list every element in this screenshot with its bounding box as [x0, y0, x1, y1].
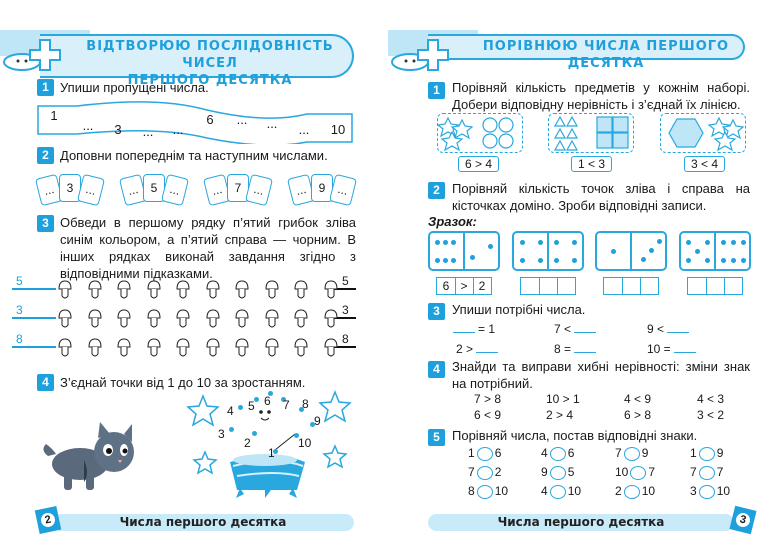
domino-pip — [451, 240, 456, 245]
card[interactable]: ... — [245, 174, 273, 206]
card[interactable]: ... — [161, 174, 189, 206]
comparison-item — [541, 465, 574, 480]
cloud-plus-logo-icon — [0, 34, 70, 76]
left-number: 8 — [468, 484, 475, 498]
page-number-badge — [729, 506, 756, 535]
ribbon-cell: 6 — [206, 112, 214, 127]
inequality-card[interactable]: 3 < 4 — [684, 156, 725, 172]
star-icon — [324, 446, 346, 467]
domino-pip — [721, 258, 726, 263]
sign-circle-input[interactable] — [477, 447, 493, 461]
task4-text: З’єднай точки від 1 до 10 за зростанням. — [60, 375, 306, 390]
row-hint-right: 3 — [342, 303, 349, 317]
ribbon-cell[interactable]: ... — [266, 116, 278, 131]
domino-pip — [538, 258, 543, 263]
cat-illustration-icon — [40, 420, 140, 492]
dot-label: 1 — [268, 446, 275, 460]
card: 7 — [227, 174, 249, 202]
left-number: 4 — [541, 446, 548, 460]
domino — [512, 231, 584, 271]
domino-pip — [554, 240, 559, 245]
card: 9 — [311, 174, 333, 202]
left-number: 1 — [468, 446, 475, 460]
set-triangles-squares — [548, 113, 634, 153]
domino-divider — [714, 233, 716, 269]
domino-pip — [538, 240, 543, 245]
mushroom-icon[interactable] — [235, 280, 249, 300]
comparison-item — [541, 484, 581, 499]
comparison-item — [690, 465, 723, 480]
row-hint-left: 3 — [16, 303, 23, 317]
domino-pip — [741, 258, 746, 263]
comparison-item — [615, 446, 648, 461]
inequality-item[interactable]: 10 > 1 — [546, 392, 580, 406]
expression-text: = 1 — [478, 322, 496, 336]
dot-point[interactable] — [252, 431, 257, 436]
fill-in-item — [551, 342, 596, 356]
task2-text: Доповни попереднім та наступним числами. — [60, 148, 328, 163]
task-number: 2 — [428, 182, 445, 199]
card: 5 — [143, 174, 165, 202]
expression-text: 7 < — [554, 322, 572, 336]
domino-pip — [641, 257, 646, 262]
dot-point[interactable] — [229, 427, 234, 432]
sign-circle-input[interactable] — [477, 466, 493, 480]
expression-text: 10 = — [647, 342, 671, 356]
domino-pip — [435, 240, 440, 245]
mushroom-icon[interactable] — [117, 338, 131, 358]
sample-answer-boxes — [436, 277, 492, 295]
sign-circle-input[interactable] — [699, 447, 715, 461]
domino-pip — [611, 249, 616, 254]
domino-pip — [686, 258, 691, 263]
ribbon-cell[interactable]: ... — [142, 124, 154, 139]
domino-divider — [463, 233, 465, 269]
domino — [679, 231, 751, 271]
title-line-1: ВІДТВОРЮЮ ПОСЛІДОВНІСТЬ ЧИСЕЛ — [86, 39, 334, 71]
sign-circle-input[interactable] — [550, 447, 566, 461]
mushroom-icon[interactable] — [147, 338, 161, 358]
mushroom-icon[interactable] — [294, 338, 308, 358]
comparison-item — [615, 484, 655, 499]
blank-input[interactable] — [667, 322, 689, 333]
dot-label: 8 — [302, 397, 309, 411]
right-number: 10 — [494, 484, 509, 498]
left-number: 9 — [541, 465, 548, 479]
domino-pip — [451, 258, 456, 263]
mushroom-icon[interactable] — [88, 338, 102, 358]
comparison-item — [690, 484, 730, 499]
cloud-plus-logo-icon — [388, 34, 458, 76]
right-number: 5 — [567, 465, 575, 479]
domino-pip — [443, 240, 448, 245]
card[interactable]: ... — [203, 174, 231, 206]
task-number: 4 — [37, 374, 54, 391]
comparison-item — [690, 446, 723, 461]
mushroom-icon[interactable] — [294, 280, 308, 300]
left-number: 2 — [615, 484, 622, 498]
inequality-card[interactable]: 6 > 4 — [458, 156, 499, 172]
mushroom-icon[interactable] — [117, 280, 131, 300]
domino — [428, 231, 500, 271]
hexagon-and-stars-icon — [661, 114, 745, 152]
right-number: 6 — [567, 446, 575, 460]
inequality-item[interactable]: 6 > 8 — [624, 408, 652, 422]
blank-input[interactable] — [453, 322, 475, 333]
task3-text: Обведи в першому рядку п’ятий грибок зліва синім кольором, а п’ятий справа — чорним. В інших рядках виконай завдання згідно з відповідними підказками. — [60, 215, 356, 281]
task-number: 4 — [428, 361, 445, 378]
star-icon — [188, 396, 218, 425]
domino-pip — [488, 244, 493, 249]
sign-circle-input[interactable] — [550, 485, 566, 499]
mushroom-icon[interactable] — [117, 309, 131, 329]
ribbon-cell[interactable]: ... — [236, 112, 248, 127]
domino-pip — [731, 258, 736, 263]
stars-and-circles-icon — [438, 114, 522, 152]
card[interactable]: ... — [77, 174, 105, 206]
mushroom-icon[interactable] — [88, 280, 102, 300]
fill-in-item — [644, 342, 696, 356]
answer-cell: > — [460, 279, 468, 293]
domino-pip — [731, 240, 736, 245]
comparison-item — [468, 446, 501, 461]
left-number: 1 — [690, 446, 697, 460]
row-hint-left: 8 — [16, 332, 23, 346]
mushroom-icon[interactable] — [176, 338, 190, 358]
mushroom-icon[interactable] — [294, 309, 308, 329]
arrow-right-icon — [12, 317, 56, 319]
answer-cell: 6 — [442, 279, 450, 293]
row-hint-left: 5 — [16, 274, 23, 288]
card[interactable]: ... — [329, 174, 357, 206]
domino-pip — [572, 240, 577, 245]
arrow-right-icon — [12, 346, 56, 348]
right-number: 2 — [494, 465, 502, 479]
mushroom-icon[interactable] — [88, 309, 102, 329]
task4-text: Знайди та виправи хибні нерівності: зміни знак на потрібний. — [452, 359, 750, 391]
task-number: 5 — [428, 429, 445, 446]
mushroom-icon[interactable] — [147, 280, 161, 300]
comparison-item — [468, 465, 501, 480]
set-stars-circles — [437, 113, 523, 153]
sign-circle-input[interactable] — [624, 447, 640, 461]
mushroom-icon[interactable] — [58, 280, 72, 300]
page-footer: Числа першого десятка — [428, 514, 734, 531]
task-number: 2 — [37, 147, 54, 164]
inequality-item[interactable]: 4 < 9 — [624, 392, 652, 406]
mushroom-icon[interactable] — [265, 338, 279, 358]
fill-in-item — [551, 322, 596, 336]
right-number: 6 — [494, 446, 502, 460]
answer-boxes[interactable] — [687, 277, 743, 295]
comparison-item — [615, 465, 655, 480]
mushroom-icon[interactable] — [324, 280, 338, 300]
right-number: 10 — [641, 484, 656, 498]
page-number: 3 — [735, 512, 752, 529]
sign-circle-input[interactable] — [550, 466, 566, 480]
right-number: 10 — [716, 484, 731, 498]
row-hint-right: 5 — [342, 274, 349, 288]
domino-pip — [470, 255, 475, 260]
fill-in-item — [644, 322, 689, 336]
star-icon — [320, 392, 350, 421]
sign-circle-input[interactable] — [699, 466, 715, 480]
domino-pip — [649, 248, 654, 253]
ribbon-cell: 10 — [330, 122, 346, 137]
inequality-item[interactable]: 6 < 9 — [474, 408, 502, 422]
expression-text: 2 > — [456, 342, 474, 356]
left-page — [0, 0, 388, 552]
domino-pip — [657, 239, 662, 244]
task1-text: Порівняй кількість предметів у кожнім наборі. Добери відповідну нерівність і з’єднай їх лінією. — [452, 80, 750, 112]
row-hint-right: 8 — [342, 332, 349, 346]
domino-pip — [686, 240, 691, 245]
domino-divider — [630, 233, 632, 269]
dot-point[interactable] — [238, 405, 243, 410]
ribbon-cell: 1 — [50, 108, 58, 123]
mushroom-icon[interactable] — [324, 338, 338, 358]
dot-label: 3 — [218, 427, 225, 441]
triangles-and-squares-icon — [549, 114, 633, 152]
blank-input[interactable] — [674, 342, 696, 353]
mushroom-icon[interactable] — [324, 309, 338, 329]
blank-input[interactable] — [574, 342, 596, 353]
mushroom-icon[interactable] — [206, 280, 220, 300]
inequality-item[interactable]: 4 < 3 — [697, 392, 725, 406]
dot-label: 10 — [298, 436, 312, 450]
ribbon-cell: 3 — [114, 122, 122, 137]
page-number: 2 — [40, 512, 57, 529]
domino-pip — [520, 258, 525, 263]
domino-pip — [741, 240, 746, 245]
mushroom-icon[interactable] — [235, 309, 249, 329]
task2-text: Порівняй кількість точок зліва і справа на кісточках доміно. Зроби відповідні записи. — [452, 181, 750, 213]
right-number: 7 — [716, 465, 724, 479]
sign-circle-input[interactable] — [699, 485, 715, 499]
task-number: 3 — [37, 215, 54, 232]
blank-input[interactable] — [476, 342, 498, 353]
left-number: 7 — [615, 446, 622, 460]
mushroom-icon[interactable] — [206, 309, 220, 329]
set-hexagon-stars — [660, 113, 746, 153]
domino-pip — [435, 258, 440, 263]
dot-label: 6 — [264, 394, 271, 408]
star-icon — [194, 452, 216, 473]
domino-pip — [443, 258, 448, 263]
task5-text: Порівняй числа, постав відповідні знаки. — [452, 428, 698, 443]
left-number: 10 — [615, 465, 629, 479]
domino-pip — [705, 240, 710, 245]
fill-in-item — [453, 342, 498, 356]
page-footer: Числа першого десятка — [52, 514, 354, 531]
page-title: ПОРІВНЮЮ ЧИСЛА ПЕРШОГО ДЕСЯТКА — [482, 39, 730, 71]
right-page — [388, 0, 777, 552]
mushroom-icon[interactable] — [58, 338, 72, 358]
inequality-item[interactable]: 2 > 4 — [546, 408, 574, 422]
mushroom-icon[interactable] — [176, 309, 190, 329]
dot-label: 4 — [227, 404, 234, 418]
expression-text: 8 = — [554, 342, 572, 356]
mushroom-icon[interactable] — [147, 309, 161, 329]
domino-divider — [547, 233, 549, 269]
inequality-item[interactable]: 7 > 8 — [474, 392, 502, 406]
answer-cell: 2 — [478, 279, 486, 293]
ribbon-cell[interactable]: ... — [172, 122, 184, 137]
title-line-2: ПЕРШОГО ДЕСЯТКА — [127, 73, 293, 88]
mushroom-icon[interactable] — [265, 309, 279, 329]
card: 3 — [59, 174, 81, 202]
answer-boxes[interactable] — [603, 277, 659, 295]
domino-pip — [721, 240, 726, 245]
task-number: 1 — [428, 82, 445, 99]
dot-label: 7 — [283, 398, 290, 412]
dot-label: 2 — [244, 436, 251, 450]
task3-text: Упиши потрібні числа. — [452, 302, 586, 317]
domino-pip — [554, 258, 559, 263]
sign-circle-input[interactable] — [624, 485, 640, 499]
expression-text: 9 < — [647, 322, 665, 336]
task-number: 1 — [37, 79, 54, 96]
card[interactable]: ... — [287, 174, 315, 206]
right-number: 10 — [567, 484, 582, 498]
blank-input[interactable] — [574, 322, 596, 333]
right-number: 7 — [648, 465, 656, 479]
card[interactable]: ... — [35, 174, 63, 206]
domino-pip — [572, 258, 577, 263]
left-number: 7 — [690, 465, 697, 479]
domino-pip — [520, 240, 525, 245]
dot-label: 5 — [248, 399, 255, 413]
task1-text: Упиши пропущені числа. — [60, 80, 209, 95]
sign-circle-input[interactable] — [630, 466, 646, 480]
inequality-item[interactable]: 3 < 2 — [697, 408, 725, 422]
card[interactable]: ... — [119, 174, 147, 206]
dot-label: 9 — [314, 414, 321, 428]
comparison-item — [468, 484, 508, 499]
left-number: 4 — [541, 484, 548, 498]
comparison-item — [541, 446, 574, 461]
answer-boxes[interactable] — [520, 277, 576, 295]
sign-circle-input[interactable] — [477, 485, 493, 499]
mushroom-icon[interactable] — [235, 338, 249, 358]
fill-in-item — [453, 322, 498, 336]
arrow-right-icon — [12, 288, 56, 290]
mushroom-icon[interactable] — [265, 280, 279, 300]
mushroom-icon[interactable] — [58, 309, 72, 329]
right-number: 9 — [716, 446, 724, 460]
left-number: 7 — [468, 465, 475, 479]
mushroom-icon[interactable] — [206, 338, 220, 358]
sample-label: Зразок: — [428, 214, 477, 229]
task-number: 3 — [428, 303, 445, 320]
ribbon-cell[interactable]: ... — [298, 122, 310, 137]
page-number-badge — [35, 506, 62, 534]
right-number: 9 — [641, 446, 649, 460]
domino — [595, 231, 667, 271]
domino-pip — [705, 258, 710, 263]
mushroom-icon[interactable] — [176, 280, 190, 300]
ribbon-cell[interactable]: ... — [82, 118, 94, 133]
domino-pip — [695, 249, 700, 254]
left-number: 3 — [690, 484, 697, 498]
inequality-card[interactable]: 1 < 3 — [571, 156, 612, 172]
